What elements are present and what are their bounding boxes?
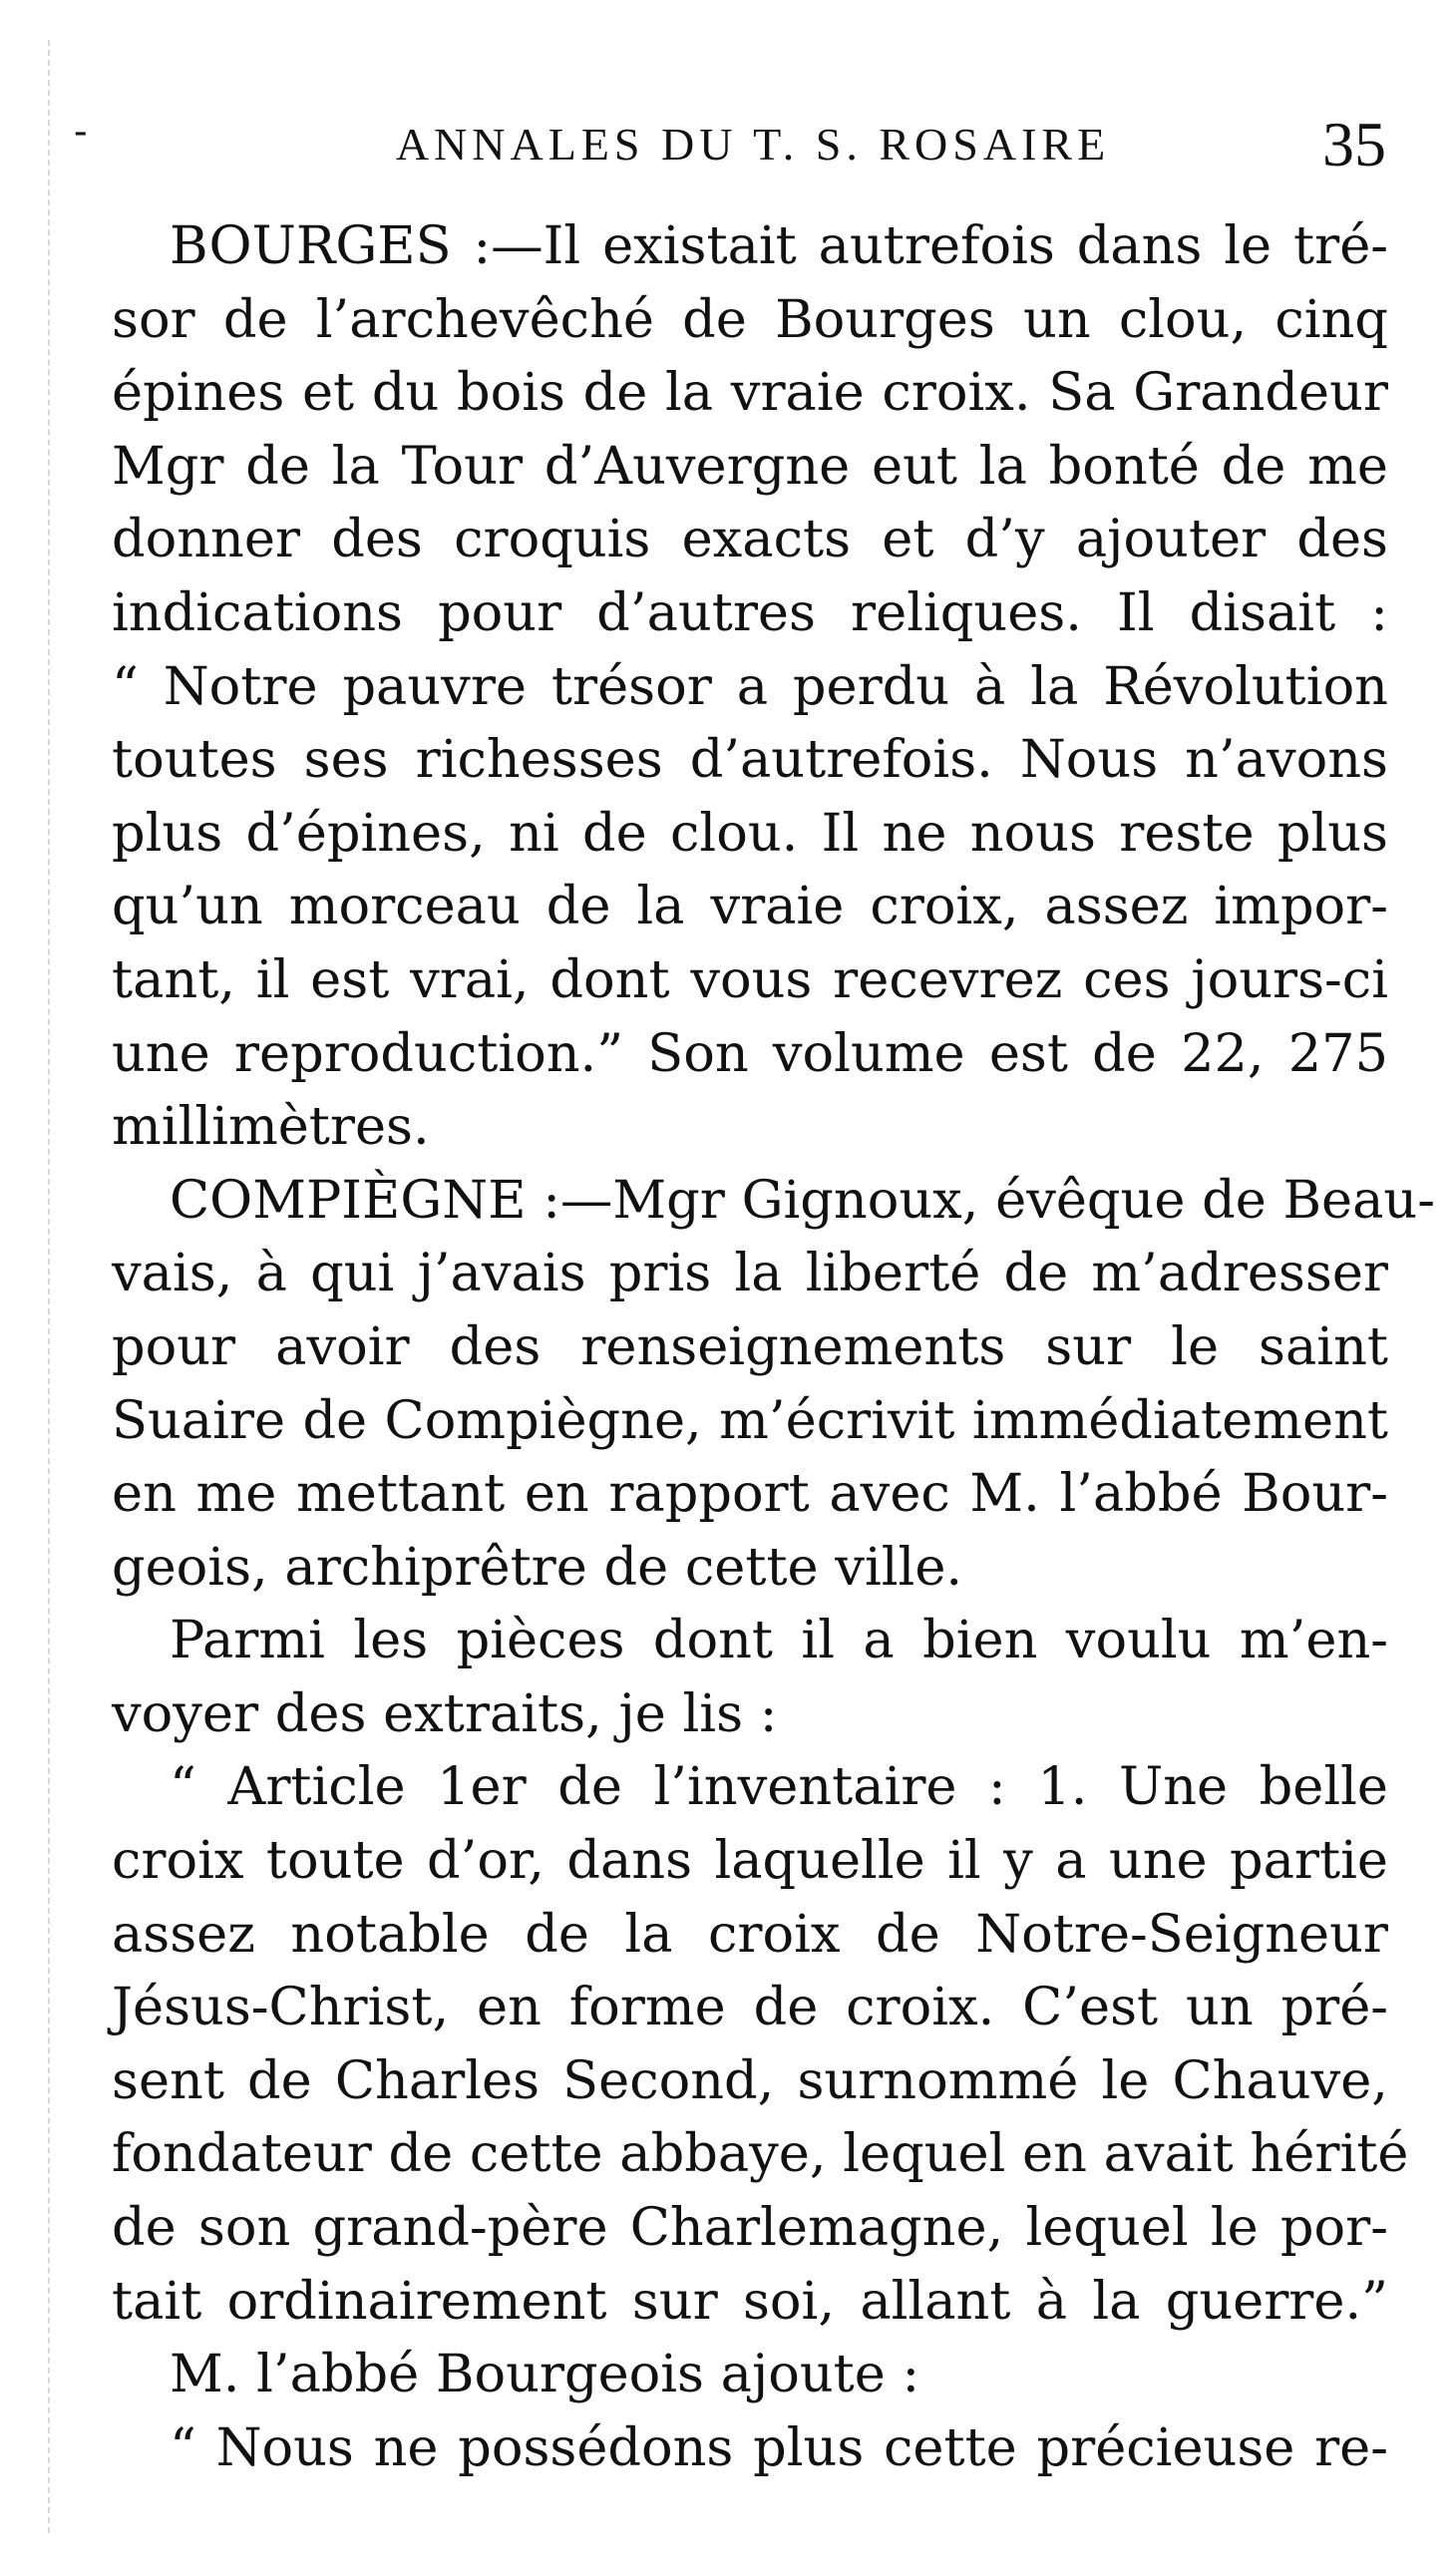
text-line: voyer des extraits, je lis : [112,1682,778,1744]
text-line: “ Notre pauvre trésor a perdu à la Révolution [112,655,1388,717]
body-text [112,209,1435,2484]
corner-mark: - [74,109,88,155]
running-title: ANNALES DU T. S. ROSAIRE [395,119,1111,170]
text-line: tant, il est vrai, dont vous recevrez ces jours-ci [112,948,1388,1010]
text-line: M. l’abbé Bourgeois ajoute : [170,2344,920,2405]
text-line: sent de Charles Second, surnommé le Chauve, [112,2049,1388,2111]
left-margin-rule [48,40,50,2533]
text-line: qu’un morceau de la vraie croix, assez impor- [112,876,1388,937]
text-line: de son grand-père Charlemagne, lequel le por- [112,2197,1388,2259]
text-line: BOURGES :—Il existait autrefois dans le tré- [170,215,1388,276]
text-line: en me mettant en rapport avec M. l’abbé Bour- [112,1463,1388,1525]
text-line: COMPIÈGNE :—Mgr Gignoux, évêque de Beau- [170,1169,1435,1231]
page-number: 35 [1322,109,1386,180]
text-line: “ Nous ne possédons plus cette précieuse re- [170,2416,1388,2478]
text-line: donner des croquis exacts et d’y ajouter des [112,509,1388,570]
text-line: vais, à qui j’avais pris la liberté de m’adresser [112,1243,1388,1304]
text-line: Suaire de Compiègne, m’écrivit immédiatement [112,1389,1388,1451]
text-line: geois, archiprêtre de cette ville. [112,1536,963,1598]
text-line: sor de l’archevêché de Bourges un clou, cinq [112,288,1388,350]
text-line: Mgr de la Tour d’Auvergne eut la bonté de me [112,435,1388,497]
text-line: “ Article 1er de l’inventaire : 1. Une belle [170,1756,1388,1818]
text-line: pour avoir des renseignements sur le saint [112,1315,1388,1377]
text-line: tait ordinairement sur soi, allant à la guerre.” [112,2270,1388,2332]
text-line: indications pour d’autres reliques. Il disait : [112,581,1388,643]
text-line: Jésus-Christ, en forme de croix. C’est un pré- [112,1977,1388,2038]
text-line: une reproduction.” Son volume est de 22, 275 [112,1022,1388,1084]
text-line: épines et du bois de la vraie croix. Sa Grandeur [112,362,1388,424]
running-head [120,105,1386,184]
text-line: millimètres. [112,1096,430,1158]
text-line: toutes ses richesses d’autrefois. Nous n’avons [112,729,1388,791]
text-line: plus d’épines, ni de clou. Il ne nous reste plus [112,802,1388,864]
text-line: assez notable de la croix de Notre-Seigneur [112,1903,1388,1965]
text-line: croix toute d’or, dans laquelle il y a une partie [112,1830,1388,1892]
text-line: Parmi les pièces dont il a bien voulu m’en- [170,1610,1388,1671]
text-line: fondateur de cette abbaye, lequel en avait hérité [112,2123,1409,2185]
